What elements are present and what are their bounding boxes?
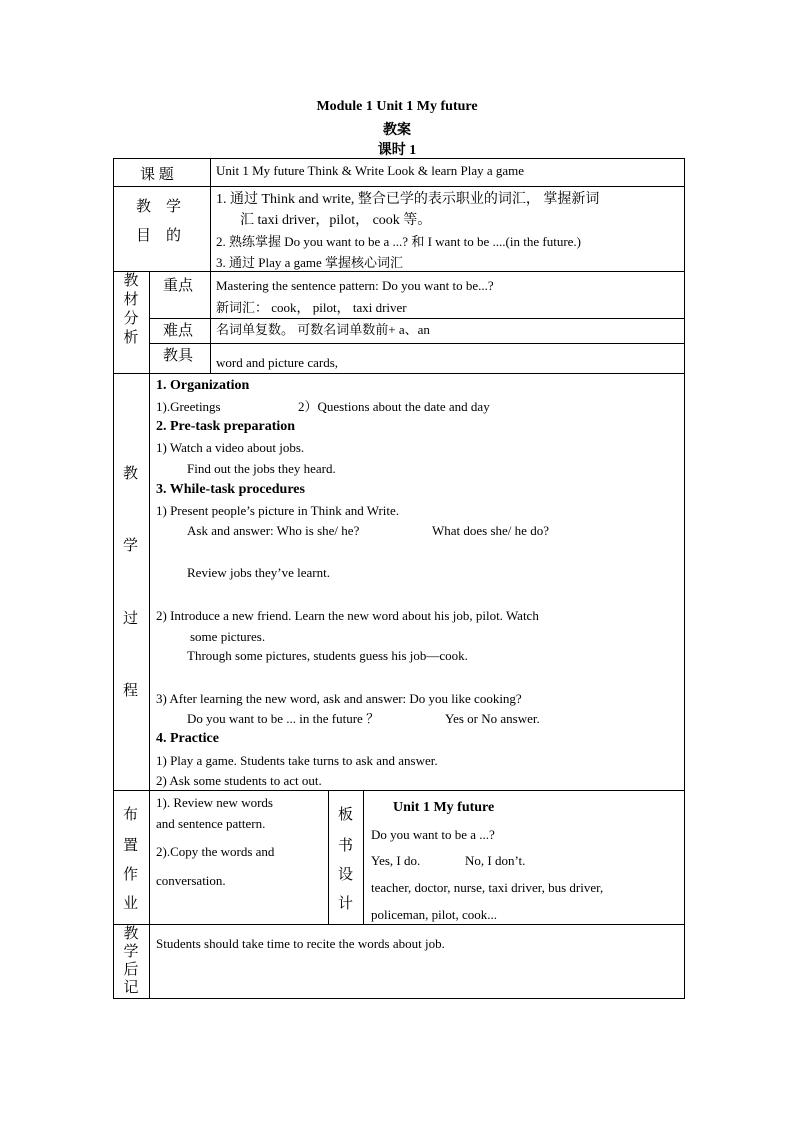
objective-1-cont: 汇 taxi driver，pilot， cook 等。 bbox=[240, 213, 432, 228]
objectives-label-1: 教 学 bbox=[136, 199, 182, 215]
key-points-line-2: 新词汇： cook， pilot， taxi driver bbox=[216, 300, 407, 315]
process-heading-practice: 4. Practice bbox=[156, 731, 219, 746]
process-line: Review jobs they’ve learnt. bbox=[187, 565, 330, 580]
process-line: Yes or No answer. bbox=[445, 711, 540, 726]
process-line: Find out the jobs they heard. bbox=[187, 461, 336, 476]
board-label-char-1: 板 bbox=[338, 807, 354, 823]
objectives-label-2: 目 的 bbox=[136, 228, 182, 244]
board-line-2b: No, I don’t. bbox=[465, 853, 526, 868]
lesson-number: 课时 1 bbox=[377, 143, 417, 158]
reflection-label: 教学后记 bbox=[123, 926, 139, 996]
process-line: Through some pictures, students guess his job—cook. bbox=[187, 648, 468, 663]
document-subtitle: 教案 bbox=[383, 123, 411, 138]
process-line: 2) Introduce a new friend. Learn the new word about his job, pilot. Watch bbox=[156, 608, 539, 623]
process-heading-while-task: 3. While-task procedures bbox=[156, 482, 305, 497]
process-label-char-2: 学 bbox=[123, 538, 139, 554]
homework-line-1: 1). Review new words bbox=[156, 795, 273, 810]
objective-3: 3. 通过 Play a game 掌握核心词汇 bbox=[216, 255, 404, 270]
process-line: 1).Greetings bbox=[156, 399, 221, 414]
board-label-char-2: 书 bbox=[338, 838, 354, 854]
process-line: Ask and answer: Who is she/ he? bbox=[187, 523, 360, 538]
process-line: Do you want to be ... in the future ？ bbox=[187, 711, 380, 726]
process-line: 2) Ask some students to act out. bbox=[156, 773, 322, 788]
board-line-4: policeman, pilot, cook... bbox=[371, 907, 498, 922]
process-line: 2）Questions about the date and day bbox=[298, 399, 490, 414]
homework-label-char-3: 作 bbox=[123, 867, 139, 883]
board-line-1: Do you want to be a ...? bbox=[371, 827, 495, 842]
homework-label-char-1: 布 bbox=[123, 807, 139, 823]
homework-line-2: and sentence pattern. bbox=[156, 816, 266, 831]
aids-value: word and picture cards, bbox=[216, 355, 339, 370]
material-analysis-label: 教材分析 bbox=[123, 273, 139, 346]
process-line: 3) After learning the new word, ask and answer: Do you like cooking? bbox=[156, 691, 522, 706]
objective-2: 2. 熟练掌握 Do you want to be a ...? 和 I want to be ....(in the future.) bbox=[216, 234, 582, 249]
board-label-char-4: 计 bbox=[338, 896, 354, 912]
key-points-line-1: Mastering the sentence pattern: Do you want to be...? bbox=[216, 278, 494, 293]
board-line-2a: Yes, I do. bbox=[371, 853, 421, 868]
board-title: Unit 1 My future bbox=[393, 800, 495, 815]
difficulty-value: 名词单复数。 可数名词单数前+ a、an bbox=[216, 322, 430, 337]
homework-line-3: 2).Copy the words and bbox=[156, 844, 275, 859]
board-line-3: teacher, doctor, nurse, taxi driver, bus driver, bbox=[371, 880, 604, 895]
process-line: What does she/ he do? bbox=[432, 523, 549, 538]
homework-label-char-2: 置 bbox=[123, 838, 139, 854]
board-label-char-3: 设 bbox=[338, 867, 354, 883]
homework-line-4: conversation. bbox=[156, 873, 226, 888]
document-title: Module 1 Unit 1 My future bbox=[316, 99, 478, 114]
process-line: 1) Present people’s picture in Think and Write. bbox=[156, 503, 400, 518]
topic-label: 课 题 bbox=[140, 167, 174, 183]
process-label-char-3: 过 bbox=[123, 611, 139, 627]
process-line: 1) Watch a video about jobs. bbox=[156, 440, 305, 455]
process-line: 1) Play a game. Students take turns to ask and answer. bbox=[156, 753, 438, 768]
process-label-char-1: 教 bbox=[123, 466, 139, 482]
topic-value: Unit 1 My future Think & Write Look & learn Play a game bbox=[216, 163, 525, 178]
process-heading-pre-task: 2. Pre-task preparation bbox=[156, 419, 296, 434]
process-label-char-4: 程 bbox=[123, 683, 139, 699]
aids-label: 教具 bbox=[163, 348, 194, 364]
homework-label-char-4: 业 bbox=[123, 896, 139, 912]
process-line: some pictures. bbox=[190, 629, 266, 644]
process-heading-organization: 1. Organization bbox=[156, 378, 250, 393]
key-points-label: 重点 bbox=[163, 278, 194, 294]
reflection-text: Students should take time to recite the words about job. bbox=[156, 936, 445, 951]
objective-1: 1. 通过 Think and write, 整合已学的表示职业的词汇， 掌握新词 bbox=[216, 192, 600, 207]
difficulty-label: 难点 bbox=[163, 323, 194, 339]
